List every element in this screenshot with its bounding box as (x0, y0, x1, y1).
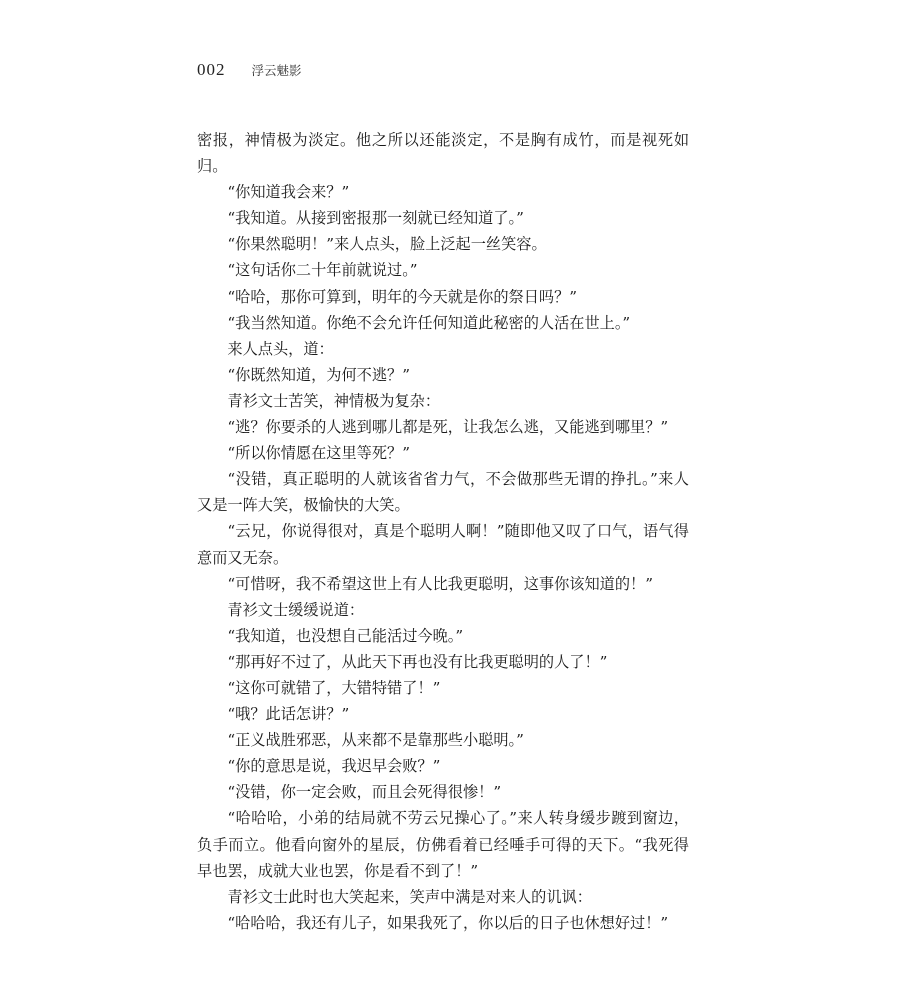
paragraph: 青衫文士苦笑，神情极为复杂： (227, 391, 441, 410)
paragraph: 密报，神情极为淡定。他之所以还能淡定，不是胸有成竹，而是视死如归。 (197, 131, 689, 176)
page-number: 002 (197, 60, 226, 79)
paragraph: “你知道我会来？” (227, 183, 350, 202)
paragraph: “正义战胜邪恶，从来都不是靠那些小聪明。” (227, 731, 524, 750)
paragraph: “哈哈，那你可算到，明年的今天就是你的祭日吗？” (227, 287, 578, 306)
paragraph: “逃？你要杀的人逃到哪儿都是死，让我怎么逃，又能逃到哪里？” (227, 418, 669, 437)
paragraph: “这你可就错了，大错特错了！” (227, 678, 441, 697)
paragraph: “哦？此话怎讲？” (227, 705, 350, 724)
paragraph: “那再好不过了，从此天下再也没有比我更聪明的人了！” (227, 652, 608, 671)
paragraph: “所以你情愿在这里等死？” (227, 444, 410, 463)
paragraph: 青衫文士缓缓说道： (227, 600, 365, 619)
book-title: 浮云魅影 (251, 63, 302, 78)
paragraph: “我知道，也没想自己能活过今晚。” (227, 626, 464, 645)
paragraph: “我知道。从接到密报那一刻就已经知道了。” (227, 209, 524, 228)
running-header (197, 60, 302, 80)
paragraph: “你既然知道，为何不逃？” (227, 365, 410, 384)
paragraph: “这句话你二十年前就说过。” (227, 261, 418, 280)
paragraph: 青衫文士此时也大笑起来，笑声中满是对来人的讥讽： (227, 887, 592, 906)
paragraph: 来人点头，道： (227, 339, 334, 358)
paragraph: “哈哈哈，我还有儿子，如果我死了，你以后的日子也休想好过！” (227, 913, 669, 932)
paragraph: “没错，真正聪明的人就该省省力气，不会做那些无谓的挣扎。”来人又是一阵大笑，极愉快的大笑。 (197, 470, 689, 515)
paragraph: “云兄，你说得很对，真是个聪明人啊！”随即他又叹了口气，语气得意而又无奈。 (197, 522, 689, 567)
paragraph: “你果然聪明！”来人点头，脸上泛起一丝笑容。 (227, 235, 547, 254)
paragraph: “我当然知道。你绝不会允许任何知道此秘密的人活在世上。” (227, 313, 631, 332)
paragraph: “没错，你一定会败，而且会死得很惨！” (227, 783, 502, 802)
paragraph: “可惜呀，我不希望这世上有人比我更聪明，这事你该知道的！” (227, 574, 653, 593)
paragraph: “你的意思是说，我迟早会败？” (227, 757, 441, 776)
paragraph: “哈哈哈，小弟的结局就不劳云兄操心了。”来人转身缓步踱到窗边，负手而立。他看向窗外的星辰，仿佛看着已经唾手可得的天下。“我死得早也罢，成就大业也罢，你是看不到了！” (197, 809, 689, 880)
body-text (197, 127, 689, 936)
